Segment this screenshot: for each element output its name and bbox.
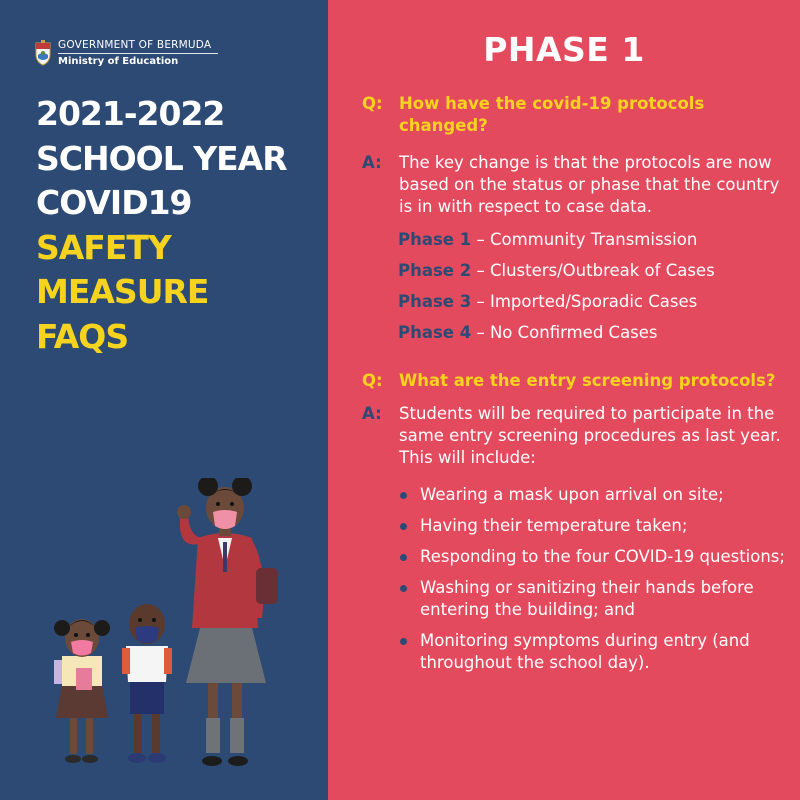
screening-list [400, 484, 790, 674]
phase-description: – Community Transmission [471, 230, 698, 249]
list-item [400, 577, 790, 621]
phase-description: – Imported/Sporadic Cases [471, 292, 698, 311]
bullet-dot-icon [400, 585, 407, 592]
title-line: SAFETY [36, 227, 171, 267]
older-student-figure [177, 478, 278, 766]
question-label: Q: [362, 371, 383, 390]
answer-label: A: [362, 153, 382, 172]
phase-name: Phase 4 [398, 323, 472, 342]
list-item [400, 484, 790, 506]
right-panel [328, 0, 800, 800]
bullet-dot-icon [400, 523, 407, 530]
bullet-dot-icon [400, 638, 407, 645]
answer-text: The key change is that the protocols are now based on the status or phase that the country is in with respect to case data. [399, 153, 780, 216]
phase-item [398, 230, 715, 261]
phase-item [398, 261, 715, 292]
question-label: Q: [362, 94, 383, 113]
list-item-text: Responding to the four COVID-19 questions; [420, 547, 785, 566]
phase-item [398, 323, 715, 354]
phase-description: – No Confirmed Cases [471, 323, 658, 342]
list-item-text: Wearing a mask upon arrival on site; [420, 485, 724, 504]
question-2 [362, 370, 782, 392]
phase-name: Phase 2 [398, 261, 472, 280]
boy-student-figure [122, 604, 172, 763]
young-student-figure [54, 619, 110, 763]
list-item [400, 515, 790, 537]
list-item [400, 546, 790, 568]
bullet-dot-icon [400, 492, 407, 499]
bermuda-crest-icon [34, 40, 52, 66]
question-1 [362, 93, 782, 137]
poster-title [36, 92, 287, 359]
title-line: 2021-2022 [36, 94, 225, 133]
list-item-text: Washing or sanitizing their hands before entering the building; and [420, 578, 754, 619]
phase-name: Phase 3 [398, 292, 472, 311]
answer-1 [362, 152, 782, 218]
bullet-dot-icon [400, 554, 407, 561]
logo-divider [58, 53, 218, 54]
question-text: How have the covid-19 protocols changed? [399, 94, 705, 135]
left-panel [0, 0, 328, 800]
phase-description: – Clusters/Outbreak of Cases [471, 261, 715, 280]
title-line: MEASURE [36, 272, 209, 311]
organization-name: GOVERNMENT OF BERMUDA [58, 39, 212, 51]
answer-label: A: [362, 404, 382, 423]
phase-heading: PHASE 1 [483, 30, 645, 69]
list-item-text: Having their temperature taken; [420, 516, 688, 535]
question-text: What are the entry screening protocols? [399, 371, 776, 390]
phase-item [398, 292, 715, 323]
answer-text: Students will be required to participate in the same entry screening procedures as last year. This will include: [399, 404, 781, 467]
masked-students-illustration [36, 478, 296, 778]
ministry-name: Ministry of Education [58, 56, 179, 67]
list-item-text: Monitoring symptoms during entry (and throughout the school day). [420, 631, 750, 672]
title-line: COVID19 [36, 183, 192, 222]
list-item [400, 630, 790, 674]
phase-list [398, 230, 715, 354]
phase-name: Phase 1 [398, 230, 472, 249]
title-line: FAQS [36, 316, 129, 356]
answer-2 [362, 403, 782, 469]
title-line: SCHOOL YEAR [36, 138, 287, 178]
